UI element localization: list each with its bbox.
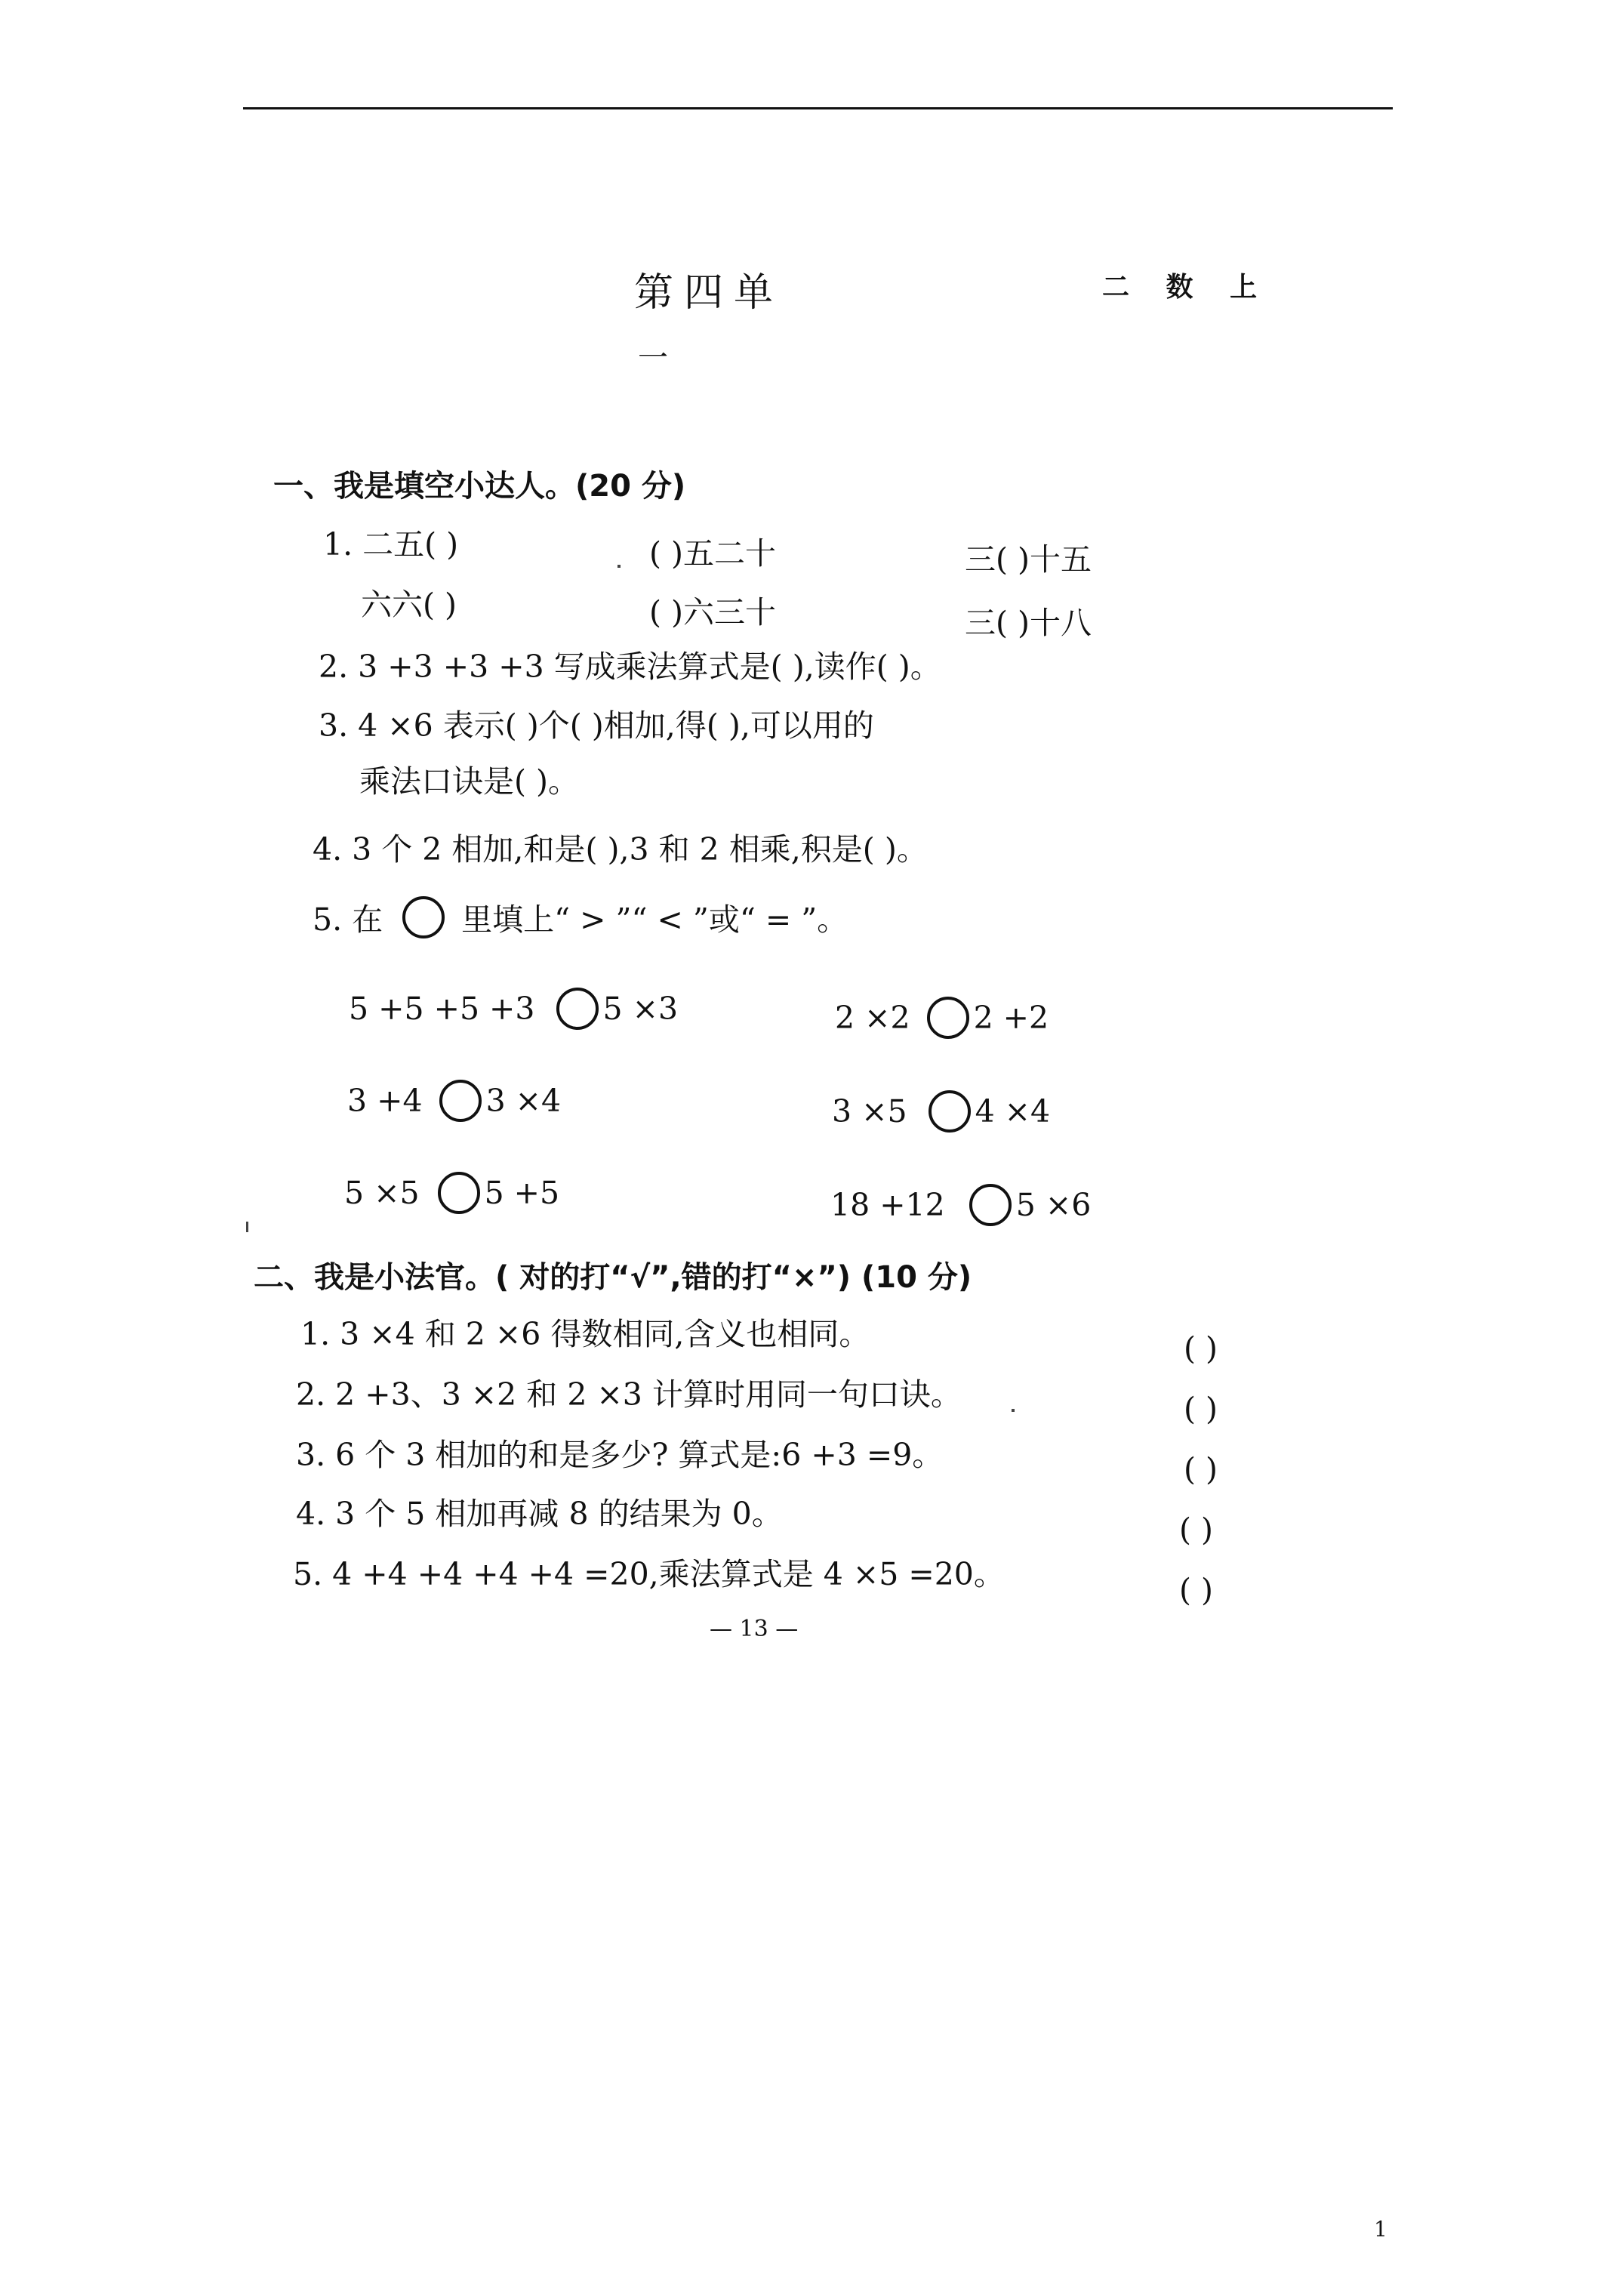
page-number: — 13 —	[710, 1616, 799, 1642]
comparison-left: 3 ×5	[832, 1093, 907, 1130]
q1-row1-a: 1. 二五( )	[323, 526, 459, 562]
scan-speck	[1012, 1409, 1015, 1412]
q1-row2-b: ( )六三十	[649, 594, 777, 630]
comparison-item	[835, 997, 1049, 1039]
answer-paren[interactable]: ( )	[1184, 1330, 1218, 1367]
comparison-right: 5 ×6	[1015, 1187, 1092, 1223]
section2-heading: 二、我是小法官。( 对的打“√”,错的打“×”) (10 分)	[254, 1260, 972, 1295]
comparison-left: 2 ×2	[835, 1000, 910, 1036]
section1-heading: 一、我是填空小达人。(20 分)	[273, 469, 686, 504]
q5-prefix: 5. 在	[313, 901, 383, 938]
q2: 2. 3 +3 +3 +3 写成乘法算式是( ),读作( )。	[319, 649, 941, 685]
q1-row1-c: 三( )十五	[965, 541, 1092, 578]
scan-speck	[246, 1222, 248, 1232]
title-dash: 一	[638, 341, 668, 375]
judge-item-4: 4. 3 个 5 相加再减 8 的结果为 0。	[296, 1496, 783, 1532]
answer-circle[interactable]	[438, 1172, 480, 1214]
q3-line1: 3. 4 ×6 表示( )个( )相加,得( ),可以用的	[319, 707, 874, 744]
answer-circle[interactable]	[969, 1184, 1012, 1226]
judge-item-2: 2. 2 +3、3 ×2 和 2 ×3 计算时用同一句口诀。	[296, 1376, 962, 1413]
comparison-item	[347, 1080, 561, 1122]
comparison-item	[830, 1184, 1091, 1226]
top-rule	[243, 107, 1393, 109]
circle-icon	[402, 896, 445, 938]
answer-paren[interactable]: ( )	[1179, 1512, 1214, 1548]
answer-paren[interactable]: ( )	[1184, 1451, 1218, 1487]
comparison-left: 5 ×5	[344, 1175, 420, 1211]
q4: 4. 3 个 2 相加,和是( ),3 和 2 相乘,积是( )。	[313, 831, 928, 868]
answer-circle[interactable]	[439, 1080, 482, 1122]
comparison-right: 5 +5	[484, 1175, 560, 1211]
q5	[313, 895, 848, 939]
grade-label: 二 数 上	[1102, 272, 1271, 303]
judge-item-5: 5. 4 +4 +4 +4 +4 =20,乘法算式是 4 ×5 =20。	[293, 1556, 1005, 1592]
comparison-right: 5 ×3	[602, 991, 679, 1027]
judge-item-3: 3. 6 个 3 相加的和是多少? 算式是:6 +3 =9。	[296, 1437, 944, 1473]
unit-title: 第四单	[634, 270, 784, 316]
scan-speck	[617, 565, 621, 568]
answer-circle[interactable]	[556, 988, 599, 1030]
comparison-left: 18 +12	[830, 1187, 945, 1223]
answer-circle[interactable]	[929, 1090, 971, 1133]
q1-row2-a: 六六( )	[361, 587, 457, 623]
comparison-left: 3 +4	[347, 1083, 423, 1119]
q3-line2: 乘法口诀是( )。	[359, 763, 580, 800]
answer-circle[interactable]	[927, 997, 969, 1039]
q1-row2-c: 三( )十八	[965, 605, 1092, 641]
q1-row1-b: ( )五二十	[649, 535, 777, 572]
comparison-item	[344, 1172, 559, 1214]
judge-item-1: 1. 3 ×4 和 2 ×6 得数相同,含义也相同。	[300, 1316, 870, 1352]
comparison-right: 2 +2	[973, 1000, 1049, 1036]
comparison-left: 5 +5 +5 +3	[349, 991, 535, 1027]
corner-page-number: 1	[1374, 2217, 1387, 2242]
q5-suffix: 里填上“ > ”“ < ”或“ = ”。	[461, 901, 848, 938]
answer-paren[interactable]: ( )	[1179, 1572, 1214, 1608]
comparison-right: 3 ×4	[485, 1083, 562, 1119]
answer-paren[interactable]: ( )	[1184, 1391, 1218, 1427]
comparison-item	[349, 988, 678, 1030]
comparison-item	[832, 1090, 1050, 1133]
comparison-right: 4 ×4	[975, 1093, 1051, 1130]
